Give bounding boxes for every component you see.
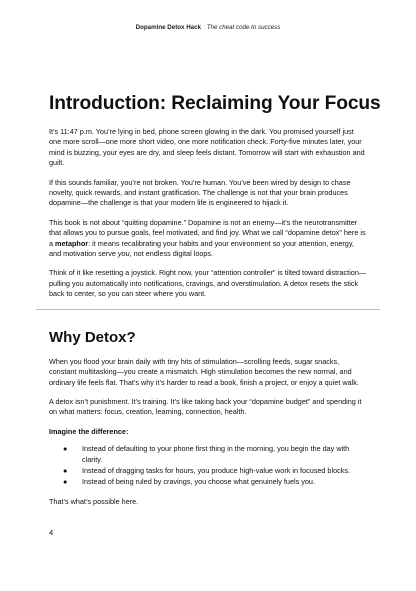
you-emphasis: you	[117, 249, 130, 259]
book-tagline: The cheat code to success	[206, 24, 281, 31]
intro-paragraph-1: It’s 11:47 p.m. You’re lying in bed, phone screen glowing in the dark. You promised yourself just one more scroll—one more short video, one more notification check. Forty-five minutes later, your mind is buzzing, your eyes are dry, and sleep feels distant. Tomorrow will start with exhaustion and guilt.	[49, 127, 365, 168]
book-title: Dopamine Detox Hack	[135, 24, 201, 31]
section-divider	[36, 309, 380, 310]
why-detox-heading: Why Detox?	[49, 328, 136, 346]
list-item	[63, 477, 367, 487]
difference-list	[49, 444, 367, 488]
intro-p3-text-c: , not endless digital loops.	[129, 249, 214, 259]
bullet-icon: ●	[63, 444, 68, 454]
imagine-label: Imagine the difference:	[49, 426, 129, 436]
intro-heading: Introduction: Reclaiming Your Focus	[49, 93, 381, 114]
metaphor-emphasis: metaphor	[55, 238, 89, 248]
bullet-icon: ●	[63, 477, 68, 487]
list-item	[63, 444, 367, 465]
list-item-text: Instead of being ruled by cravings, you choose what genuinely fuels you.	[82, 477, 315, 487]
list-item-text: Instead of defaulting to your phone first thing in the morning, you begin the day with clarity.	[82, 444, 350, 464]
intro-paragraph-4: Think of it like resetting a joystick. Right now, your “attention controller” is tilted toward distraction—pulling you automatically into notifications, cravings, and overstimulation. A detox resets the stick back to center, so you can steer where you want.	[49, 268, 367, 299]
page-content	[49, 92, 381, 516]
intro-paragraph-3	[49, 218, 367, 260]
why-paragraph-1: When you flood your brain daily with tiny hits of stimulation—scrolling feeds, sugar snacks, constant multitasking—you create a mismatch. High stimulation becomes the new normal, and ordinary life feels flat. That’s why it’s harder to read a book, finish a project, or enjoy a quiet walk.	[49, 356, 359, 387]
intro-paragraph-2: If this sounds familiar, you’re not broken. You’re human. You’ve been wired by design to chase novelty, quick rewards, and instant gratification. The challenge is not that your brain produces dopamine—the challenge is that your modern life is engineered to hijack it.	[49, 177, 351, 208]
intro-p3-text-b: : it means recalibrating your habits and your environment so your attention, energy, and motivation serve	[49, 238, 354, 259]
list-item-text: Instead of dragging tasks for hours, you produce high-value work in focused blocks.	[82, 465, 350, 475]
intro-p3-text-a: This book is not about “quitting dopamine.” Dopamine is not an enemy—it’s the neurotransmitter that allows you to pursue goals, feel motivated, and find joy. What we call “dopamine detox” here is a	[49, 217, 366, 248]
running-header	[0, 24, 416, 32]
page-number: 4	[49, 528, 54, 537]
why-paragraph-2: A detox isn’t punishment. It’s training. It’s like taking back your “dopamine budget” and spending it on what matters: focus, creation, learning, connection, health.	[49, 396, 362, 417]
list-item	[63, 465, 367, 476]
bullet-icon: ●	[63, 465, 68, 475]
closing-line: That’s what’s possible here.	[49, 496, 139, 506]
